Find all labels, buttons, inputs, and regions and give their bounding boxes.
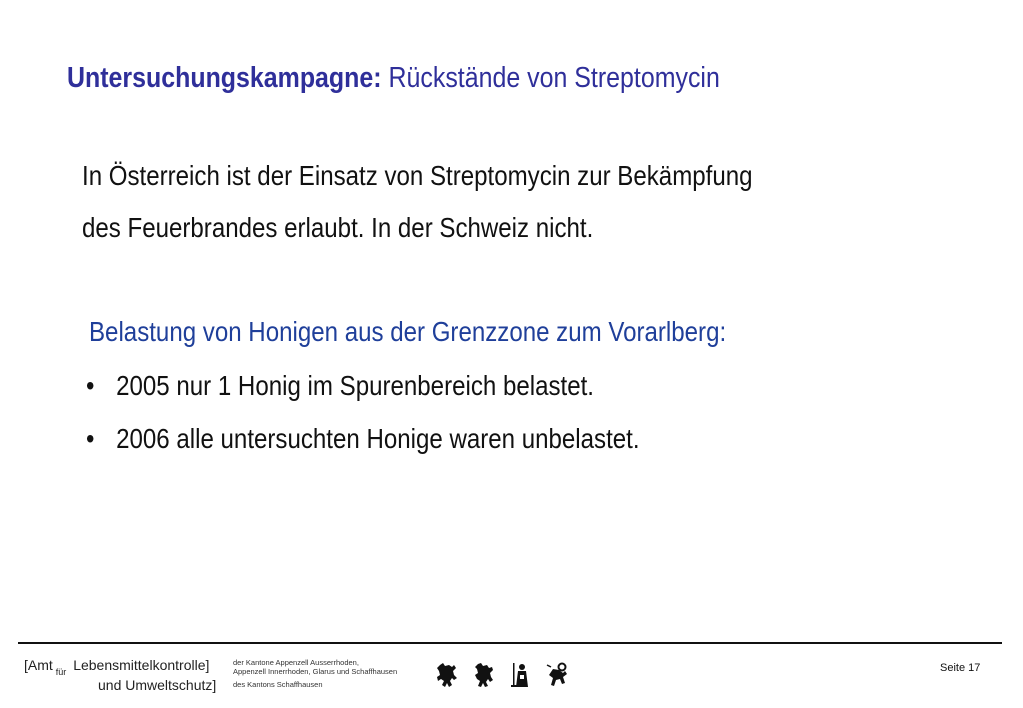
slide-title — [67, 62, 720, 95]
cantons-line-3: des Kantons Schaffhausen — [233, 680, 323, 689]
bear-crest-icon — [434, 661, 460, 689]
logo-line-1 — [24, 657, 210, 677]
cantons-line-1: der Kantone Appenzell Ausserrhoden, — [233, 658, 359, 667]
canton-crests — [434, 660, 571, 690]
slide-title-rest: Rückstände von Streptomycin — [381, 62, 720, 94]
list-item-text: 2005 nur 1 Honig im Spurenbereich belastet. — [116, 370, 594, 401]
logo-lebensmittel: Lebensmittelkontrolle] — [73, 657, 210, 673]
paragraph-line-2: des Feuerbrandes erlaubt. In der Schweiz nicht. — [82, 212, 594, 243]
cantons-line-2: Appenzell Innerrhoden, Glarus und Schaffhausen — [233, 667, 398, 676]
list-item — [86, 370, 594, 402]
bullet-icon: • — [86, 370, 95, 401]
paragraph-line-1: In Österreich ist der Einsatz von Streptomycin zur Bekämpfung — [82, 160, 753, 191]
logo-line-2: und Umweltschutz] — [98, 677, 217, 693]
subheading: Belastung von Honigen aus der Grenzzone zum Vorarlberg: — [89, 316, 727, 347]
logo-fuer: für — [55, 667, 67, 677]
footer-divider — [18, 642, 1002, 644]
slide-title-bold: Untersuchungskampagne: — [67, 62, 382, 94]
list-item-text: 2006 alle untersuchten Honige waren unbelastet. — [116, 423, 640, 454]
bullet-icon: • — [86, 423, 95, 454]
agency-logo — [24, 655, 234, 695]
logo-amt: [Amt — [24, 657, 53, 673]
page-number: Seite 17 — [940, 662, 981, 674]
bear-crest-icon — [471, 661, 497, 689]
ram-crest-icon — [545, 661, 571, 689]
cantons-text — [233, 658, 398, 689]
list-item — [86, 423, 640, 455]
fridolin-crest-icon — [508, 661, 534, 689]
